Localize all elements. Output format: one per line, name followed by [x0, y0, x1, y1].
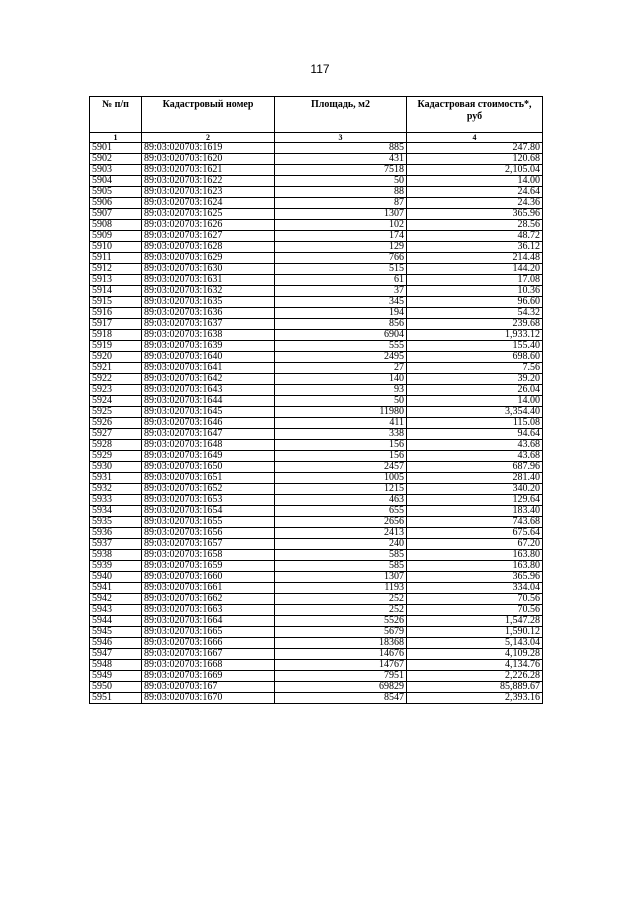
cadastral-number-cell: 89:03:020703:1650 [142, 462, 275, 473]
row-number-cell: 5914 [90, 286, 142, 297]
cost-cell: 2,393.16 [407, 693, 543, 704]
cadastral-number-cell: 89:03:020703:1667 [142, 649, 275, 660]
table-row [90, 352, 543, 363]
cadastral-number-cell: 89:03:020703:1620 [142, 154, 275, 165]
table-row [90, 528, 543, 539]
table-row [90, 176, 543, 187]
table-row [90, 330, 543, 341]
cost-cell: 675.64 [407, 528, 543, 539]
cadastral-number-cell: 89:03:020703:1656 [142, 528, 275, 539]
cadastral-table [89, 96, 543, 704]
table-row [90, 605, 543, 616]
row-number-cell: 5921 [90, 363, 142, 374]
column-number: 1 [90, 133, 142, 143]
row-number-cell: 5908 [90, 220, 142, 231]
area-cell: 102 [275, 220, 407, 231]
table-row [90, 572, 543, 583]
cadastral-number-cell: 89:03:020703:1652 [142, 484, 275, 495]
table-row [90, 517, 543, 528]
cost-cell: 2,226.28 [407, 671, 543, 682]
row-number-cell: 5948 [90, 660, 142, 671]
area-cell: 1307 [275, 572, 407, 583]
cost-cell: 687.96 [407, 462, 543, 473]
cost-cell: 94.64 [407, 429, 543, 440]
area-cell: 1215 [275, 484, 407, 495]
area-cell: 6904 [275, 330, 407, 341]
cost-cell: 1,590.12 [407, 627, 543, 638]
column-number: 4 [407, 133, 543, 143]
cost-cell: 698.60 [407, 352, 543, 363]
cost-cell: 365.96 [407, 572, 543, 583]
table-body [90, 143, 543, 704]
cadastral-number-cell: 89:03:020703:1665 [142, 627, 275, 638]
row-number-cell: 5951 [90, 693, 142, 704]
area-cell: 1005 [275, 473, 407, 484]
area-cell: 2457 [275, 462, 407, 473]
area-cell: 5679 [275, 627, 407, 638]
row-number-cell: 5901 [90, 143, 142, 154]
row-number-cell: 5938 [90, 550, 142, 561]
row-number-cell: 5930 [90, 462, 142, 473]
table-row [90, 264, 543, 275]
row-number-cell: 5915 [90, 297, 142, 308]
area-cell: 856 [275, 319, 407, 330]
cadastral-number-cell: 89:03:020703:1647 [142, 429, 275, 440]
cadastral-number-cell: 89:03:020703:1626 [142, 220, 275, 231]
area-cell: 515 [275, 264, 407, 275]
table-row [90, 693, 543, 704]
table-row [90, 627, 543, 638]
row-number-cell: 5918 [90, 330, 142, 341]
cost-cell: 48.72 [407, 231, 543, 242]
table-row [90, 638, 543, 649]
cadastral-number-cell: 89:03:020703:1632 [142, 286, 275, 297]
row-number-cell: 5913 [90, 275, 142, 286]
row-number-cell: 5922 [90, 374, 142, 385]
row-number-cell: 5909 [90, 231, 142, 242]
cadastral-number-cell: 89:03:020703:1648 [142, 440, 275, 451]
area-cell: 50 [275, 176, 407, 187]
cadastral-number-cell: 89:03:020703:1661 [142, 583, 275, 594]
table-row [90, 495, 543, 506]
cost-cell: 1,933.12 [407, 330, 543, 341]
area-cell: 2656 [275, 517, 407, 528]
table-row [90, 209, 543, 220]
table-row [90, 154, 543, 165]
area-cell: 11980 [275, 407, 407, 418]
table-row [90, 275, 543, 286]
cost-cell: 129.64 [407, 495, 543, 506]
cadastral-number-cell: 89:03:020703:1628 [142, 242, 275, 253]
area-cell: 156 [275, 451, 407, 462]
cost-cell: 3,354.40 [407, 407, 543, 418]
header-area: Площадь, м2 [275, 97, 407, 133]
table-row [90, 539, 543, 550]
area-cell: 129 [275, 242, 407, 253]
table-row [90, 671, 543, 682]
cadastral-number-cell: 89:03:020703:1646 [142, 418, 275, 429]
row-number-cell: 5941 [90, 583, 142, 594]
cost-cell: 7.56 [407, 363, 543, 374]
cost-cell: 43.68 [407, 451, 543, 462]
cadastral-number-cell: 89:03:020703:1638 [142, 330, 275, 341]
table-row [90, 297, 543, 308]
cadastral-number-cell: 89:03:020703:1649 [142, 451, 275, 462]
table-row [90, 242, 543, 253]
column-number-row [90, 133, 543, 143]
page-number: 117 [310, 62, 330, 76]
cost-cell: 144.20 [407, 264, 543, 275]
cost-cell: 340.20 [407, 484, 543, 495]
row-number-cell: 5940 [90, 572, 142, 583]
table-row [90, 308, 543, 319]
table-row [90, 473, 543, 484]
cadastral-number-cell: 89:03:020703:1668 [142, 660, 275, 671]
header-row-number: № п/п [90, 97, 142, 133]
table-row [90, 220, 543, 231]
row-number-cell: 5919 [90, 341, 142, 352]
cost-cell: 70.56 [407, 605, 543, 616]
table-row [90, 451, 543, 462]
header-cadastral-cost: Кадастровая стоимость*, руб [407, 97, 543, 133]
table-row [90, 660, 543, 671]
row-number-cell: 5911 [90, 253, 142, 264]
cadastral-number-cell: 89:03:020703:1629 [142, 253, 275, 264]
cost-cell: 4,134.76 [407, 660, 543, 671]
cadastral-number-cell: 89:03:020703:1635 [142, 297, 275, 308]
cost-cell: 120.68 [407, 154, 543, 165]
cadastral-number-cell: 89:03:020703:1641 [142, 363, 275, 374]
row-number-cell: 5917 [90, 319, 142, 330]
row-number-cell: 5946 [90, 638, 142, 649]
area-cell: 338 [275, 429, 407, 440]
cadastral-number-cell: 89:03:020703:1659 [142, 561, 275, 572]
table-row [90, 165, 543, 176]
row-number-cell: 5942 [90, 594, 142, 605]
cost-cell: 96.60 [407, 297, 543, 308]
table-row [90, 616, 543, 627]
table-row [90, 561, 543, 572]
table-row [90, 253, 543, 264]
cadastral-number-cell: 89:03:020703:1643 [142, 385, 275, 396]
cost-cell: 54.32 [407, 308, 543, 319]
table-row [90, 649, 543, 660]
cadastral-number-cell: 89:03:020703:1669 [142, 671, 275, 682]
cost-cell: 214.48 [407, 253, 543, 264]
cadastral-number-cell: 89:03:020703:1664 [142, 616, 275, 627]
row-number-cell: 5904 [90, 176, 142, 187]
cost-cell: 365.96 [407, 209, 543, 220]
cost-cell: 239.68 [407, 319, 543, 330]
area-cell: 345 [275, 297, 407, 308]
row-number-cell: 5925 [90, 407, 142, 418]
cadastral-number-cell: 89:03:020703:1621 [142, 165, 275, 176]
row-number-cell: 5923 [90, 385, 142, 396]
header-cadastral-number: Кадастровый номер [142, 97, 275, 133]
cadastral-number-cell: 89:03:020703:1644 [142, 396, 275, 407]
area-cell: 463 [275, 495, 407, 506]
cadastral-number-cell: 89:03:020703:1619 [142, 143, 275, 154]
table-row [90, 407, 543, 418]
row-number-cell: 5920 [90, 352, 142, 363]
area-cell: 252 [275, 605, 407, 616]
row-number-cell: 5931 [90, 473, 142, 484]
row-number-cell: 5906 [90, 198, 142, 209]
cadastral-number-cell: 89:03:020703:1636 [142, 308, 275, 319]
cadastral-number-cell: 89:03:020703:1630 [142, 264, 275, 275]
cadastral-number-cell: 89:03:020703:1653 [142, 495, 275, 506]
cost-cell: 743.68 [407, 517, 543, 528]
row-number-cell: 5932 [90, 484, 142, 495]
row-number-cell: 5939 [90, 561, 142, 572]
cadastral-number-cell: 89:03:020703:1670 [142, 693, 275, 704]
row-number-cell: 5910 [90, 242, 142, 253]
row-number-cell: 5950 [90, 682, 142, 693]
cost-cell: 43.68 [407, 440, 543, 451]
cost-cell: 5,143.04 [407, 638, 543, 649]
area-cell: 156 [275, 440, 407, 451]
area-cell: 61 [275, 275, 407, 286]
area-cell: 14676 [275, 649, 407, 660]
area-cell: 87 [275, 198, 407, 209]
cost-cell: 24.64 [407, 187, 543, 198]
cost-cell: 70.56 [407, 594, 543, 605]
area-cell: 252 [275, 594, 407, 605]
area-cell: 194 [275, 308, 407, 319]
cost-cell: 1,547.28 [407, 616, 543, 627]
cost-cell: 17.08 [407, 275, 543, 286]
area-cell: 585 [275, 550, 407, 561]
cadastral-number-cell: 89:03:020703:1627 [142, 231, 275, 242]
cadastral-number-cell: 89:03:020703:1663 [142, 605, 275, 616]
table-row [90, 484, 543, 495]
cadastral-number-cell: 89:03:020703:167 [142, 682, 275, 693]
area-cell: 69829 [275, 682, 407, 693]
row-number-cell: 5929 [90, 451, 142, 462]
cost-cell: 85,889.67 [407, 682, 543, 693]
area-cell: 1307 [275, 209, 407, 220]
cost-cell: 115.08 [407, 418, 543, 429]
cadastral-number-cell: 89:03:020703:1658 [142, 550, 275, 561]
area-cell: 14767 [275, 660, 407, 671]
area-cell: 88 [275, 187, 407, 198]
row-number-cell: 5944 [90, 616, 142, 627]
cost-cell: 281.40 [407, 473, 543, 484]
area-cell: 555 [275, 341, 407, 352]
cadastral-number-cell: 89:03:020703:1622 [142, 176, 275, 187]
cost-cell: 28.56 [407, 220, 543, 231]
row-number-cell: 5936 [90, 528, 142, 539]
area-cell: 655 [275, 506, 407, 517]
cadastral-number-cell: 89:03:020703:1625 [142, 209, 275, 220]
table-row [90, 440, 543, 451]
cadastral-number-cell: 89:03:020703:1624 [142, 198, 275, 209]
cost-cell: 67.20 [407, 539, 543, 550]
row-number-cell: 5902 [90, 154, 142, 165]
cadastral-number-cell: 89:03:020703:1623 [142, 187, 275, 198]
table-row [90, 429, 543, 440]
row-number-cell: 5937 [90, 539, 142, 550]
row-number-cell: 5926 [90, 418, 142, 429]
column-number: 3 [275, 133, 407, 143]
row-number-cell: 5945 [90, 627, 142, 638]
table-row [90, 374, 543, 385]
cadastral-number-cell: 89:03:020703:1631 [142, 275, 275, 286]
table-row [90, 682, 543, 693]
cadastral-number-cell: 89:03:020703:1655 [142, 517, 275, 528]
table-row [90, 385, 543, 396]
area-cell: 93 [275, 385, 407, 396]
row-number-cell: 5934 [90, 506, 142, 517]
cadastral-number-cell: 89:03:020703:1642 [142, 374, 275, 385]
cost-cell: 155.40 [407, 341, 543, 352]
cost-cell: 183.40 [407, 506, 543, 517]
row-number-cell: 5935 [90, 517, 142, 528]
cadastral-number-cell: 89:03:020703:1651 [142, 473, 275, 484]
table-row [90, 341, 543, 352]
area-cell: 885 [275, 143, 407, 154]
row-number-cell: 5907 [90, 209, 142, 220]
area-cell: 7951 [275, 671, 407, 682]
cost-cell: 4,109.28 [407, 649, 543, 660]
area-cell: 8547 [275, 693, 407, 704]
table-row [90, 198, 543, 209]
table-row [90, 462, 543, 473]
area-cell: 431 [275, 154, 407, 165]
row-number-cell: 5933 [90, 495, 142, 506]
row-number-cell: 5947 [90, 649, 142, 660]
table-row [90, 396, 543, 407]
cost-cell: 14.00 [407, 396, 543, 407]
cost-cell: 163.80 [407, 550, 543, 561]
column-number: 2 [142, 133, 275, 143]
row-number-cell: 5903 [90, 165, 142, 176]
area-cell: 37 [275, 286, 407, 297]
table-row [90, 363, 543, 374]
table-row [90, 231, 543, 242]
table-row [90, 143, 543, 154]
table-row [90, 583, 543, 594]
cadastral-number-cell: 89:03:020703:1660 [142, 572, 275, 583]
area-cell: 174 [275, 231, 407, 242]
row-number-cell: 5916 [90, 308, 142, 319]
cost-cell: 247.80 [407, 143, 543, 154]
table-row [90, 506, 543, 517]
row-number-cell: 5924 [90, 396, 142, 407]
cadastral-number-cell: 89:03:020703:1657 [142, 539, 275, 550]
cadastral-number-cell: 89:03:020703:1666 [142, 638, 275, 649]
cost-cell: 2,105.04 [407, 165, 543, 176]
row-number-cell: 5912 [90, 264, 142, 275]
row-number-cell: 5949 [90, 671, 142, 682]
cadastral-number-cell: 89:03:020703:1639 [142, 341, 275, 352]
area-cell: 411 [275, 418, 407, 429]
row-number-cell: 5928 [90, 440, 142, 451]
row-number-cell: 5905 [90, 187, 142, 198]
area-cell: 766 [275, 253, 407, 264]
area-cell: 18368 [275, 638, 407, 649]
table-row [90, 550, 543, 561]
cadastral-number-cell: 89:03:020703:1662 [142, 594, 275, 605]
cost-cell: 163.80 [407, 561, 543, 572]
area-cell: 240 [275, 539, 407, 550]
cadastral-number-cell: 89:03:020703:1654 [142, 506, 275, 517]
cost-cell: 14.00 [407, 176, 543, 187]
area-cell: 1193 [275, 583, 407, 594]
cadastral-number-cell: 89:03:020703:1640 [142, 352, 275, 363]
cost-cell: 36.12 [407, 242, 543, 253]
table-row [90, 418, 543, 429]
table-row [90, 319, 543, 330]
row-number-cell: 5927 [90, 429, 142, 440]
cost-cell: 26.04 [407, 385, 543, 396]
area-cell: 27 [275, 363, 407, 374]
row-number-cell: 5943 [90, 605, 142, 616]
area-cell: 585 [275, 561, 407, 572]
table-header-row [90, 97, 543, 133]
cost-cell: 334.04 [407, 583, 543, 594]
area-cell: 50 [275, 396, 407, 407]
area-cell: 140 [275, 374, 407, 385]
area-cell: 2413 [275, 528, 407, 539]
area-cell: 2495 [275, 352, 407, 363]
table-row [90, 187, 543, 198]
cadastral-number-cell: 89:03:020703:1645 [142, 407, 275, 418]
cadastral-number-cell: 89:03:020703:1637 [142, 319, 275, 330]
area-cell: 5526 [275, 616, 407, 627]
table-row [90, 286, 543, 297]
area-cell: 7518 [275, 165, 407, 176]
cost-cell: 24.36 [407, 198, 543, 209]
cost-cell: 10.36 [407, 286, 543, 297]
table-row [90, 594, 543, 605]
cost-cell: 39.20 [407, 374, 543, 385]
